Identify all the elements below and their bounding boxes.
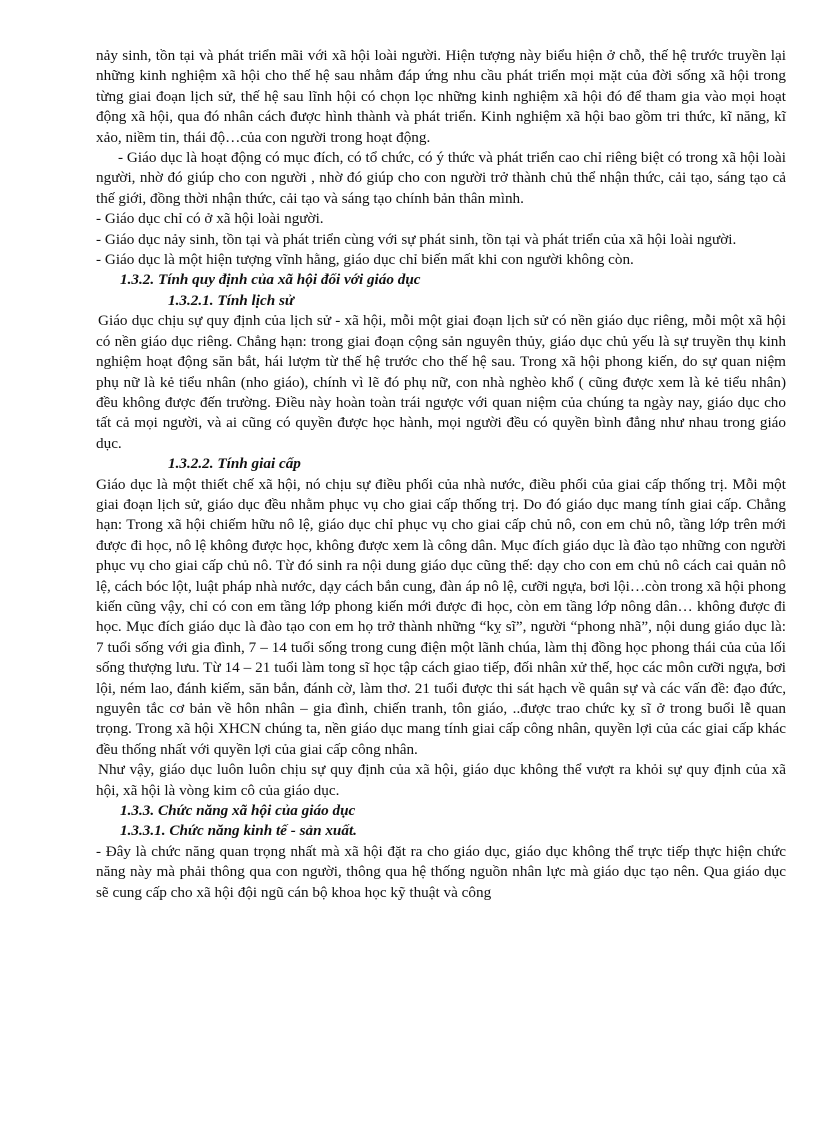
- heading-1-3-3: 1.3.3. Chức năng xã hội của giáo dục: [120, 802, 356, 820]
- paragraph-bullet-1: - Giáo dục chỉ có ở xã hội loài người.: [96, 210, 324, 228]
- paragraph-economic-function: - Đây là chức năng quan trọng nhất mà xã hội đặt ra cho giáo dục, giáo dục không thể trực tiếp thực hiện chức năng này mà phải thông qua con người, thông qua hệ thống nguồn nhân lực mà giáo dục tạo nên. Qua giáo dục sẽ cung cấp cho xã hội đội ngũ cán bộ khoa học kỹ thuật và công: [96, 842, 786, 901]
- paragraph-definition: - Giáo dục là hoạt động có mục đích, có tổ chức, có ý thức và phát triển cao chỉ riêng biệt có trong xã hội loài người, nhờ đó giúp cho con người , nhờ đó giúp cho con người trở thành chủ thể nhận thức, cải tạo, sáng tạo cả thế giới, đồng thời nhận thức, cải tạo và sáng tạo chính bản thân mình.: [96, 149, 786, 207]
- heading-1-3-2-1: 1.3.2.1. Tính lịch sử: [168, 291, 294, 309]
- heading-1-3-3-1: 1.3.3.1. Chức năng kinh tế - sản xuất.: [120, 822, 357, 840]
- paragraph-bullet-2: - Giáo dục nảy sinh, tồn tại và phát triển cùng với sự phát sinh, tồn tại và phát triển của xã hội loài người.: [96, 230, 737, 248]
- paragraph-class: Giáo dục là một thiết chế xã hội, nó chịu sự điều phối của nhà nước, điều phối của giai cấp thống trị. Mỗi một giai đoạn lịch sử, giáo dục đều nhằm phục vụ cho giai cấp thống trị. Do đó giáo dục mang tính giai cấp. Chẳng hạn: Trong xã hội chiếm hữu nô lệ, giáo dục chỉ phục vụ cho giai cấp chủ nô, con em chủ nô, tầng lớp trên mới được đi học, nô lệ không được học, không được xem là công dân. Mục đích giáo dục là đào tạo những con người phục vụ cho giai cấp chủ nô. Từ đó sinh ra nội dung giáo dục cũng thế: dạy cho con em chủ nô cách cai quản nô lệ, cách bóc lột, luật pháp nhà nước, dạy cách bắn cung, đàn áp nô lệ, cưỡi ngựa, bơi lội…còn trong xã hội phong kiến cũng vậy, chỉ có con em tầng lớp phong kiến mới được đi học, còn em tầng lớp nông dân… không được đi học. Mục đích giáo dục là đào tạo con em họ trở thành những “kỵ sĩ”, người “phong nhã”, nội dung giáo dục là: 7 tuổi sống với gia đình, 7 – 14 tuổi sống trong cung điện một lãnh chúa, làm thị đồng học phong thái của của lối sống thượng lưu. Từ 14 – 21 tuổi làm tong sĩ học tập cách giao tiếp, đối nhân xử thế, học các môn cưỡi ngựa, bơi lội, ném lao, đánh kiếm, săn bắn, đánh cờ, làm thơ. 21 tuổi được thi sát hạch về quân sự và các vấn đề: đạo đức, nguyên tắc cơ bản về hôn nhân – gia đình, chiến tranh, tôn giáo, ..được trao chức kỵ sĩ ở trong buổi lễ quan trọng. Trong xã hội XHCN chúng ta, nền giáo dục mang tính giai cấp công nhân, quyền lợi của các giai cấp khác đều thống nhất với quyền lợi của giai cấp công nhân.: [96, 475, 786, 758]
- paragraph-bullet-3: - Giáo dục là một hiện tượng vĩnh hằng, giáo dục chỉ biến mất khi con người không còn.: [96, 251, 634, 269]
- heading-1-3-2: 1.3.2. Tính quy định của xã hội đối với giáo dục: [120, 271, 421, 289]
- paragraph-conclusion: Như vậy, giáo dục luôn luôn chịu sự quy định của xã hội, giáo dục không thể vượt ra khỏi sự quy định của xã hội, xã hội là vòng kim cô của giáo dục.: [96, 761, 786, 799]
- heading-1-3-2-2: 1.3.2.2. Tính giai cấp: [168, 455, 301, 473]
- paragraph-historical: Giáo dục chịu sự quy định của lịch sử - xã hội, mỗi một giai đoạn lịch sử có nền giáo dục riêng, mỗi một xã hội có nền giáo dục riêng. Chẳng hạn: trong giai đoạn cộng sản nguyên thủy, giáo dục chủ yếu là sự truyền thụ kinh nghiệm hoạt động săn bắt, hái lượm từ thế hệ trước cho thế hệ sau. Trong xã hội phong kiến, do sự quan niệm phụ nữ là kẻ tiểu nhân (nho giáo), chính vì lẽ đó phụ nữ, con nhà nghèo khổ ( cũng được xem là kẻ tiểu nhân) đều không được đến trường. Điều này hoàn toàn trái ngược với quan niệm của chúng ta ngày nay, giáo dục cho tất cả mọi người, và ai cũng có quyền được học hành, mọi người đều có quyền bình đẳng như nhau trong giáo dục.: [96, 312, 786, 452]
- document-page: [96, 46, 786, 903]
- paragraph-intro: nảy sinh, tồn tại và phát triển mãi với xã hội loài người. Hiện tượng này biểu hiện ở chỗ, thế hệ trước truyền lại những kinh nghiệm xã hội cho thế hệ sau nhằm đáp ứng nhu cầu phát triển mọi mặt của đời sống xã hội trong từng giai đoạn lịch sử, thế hệ sau lĩnh hội có chọn lọc những kinh nghiệm xã hội đó để tham gia vào mọi hoạt động xã hội, qua đó nhân cách được hình thành và phát triển. Kinh nghiệm xã hội bao gồm tri thức, kĩ năng, kĩ xảo, niềm tin, thái độ…của con người trong hoạt động.: [96, 47, 786, 146]
